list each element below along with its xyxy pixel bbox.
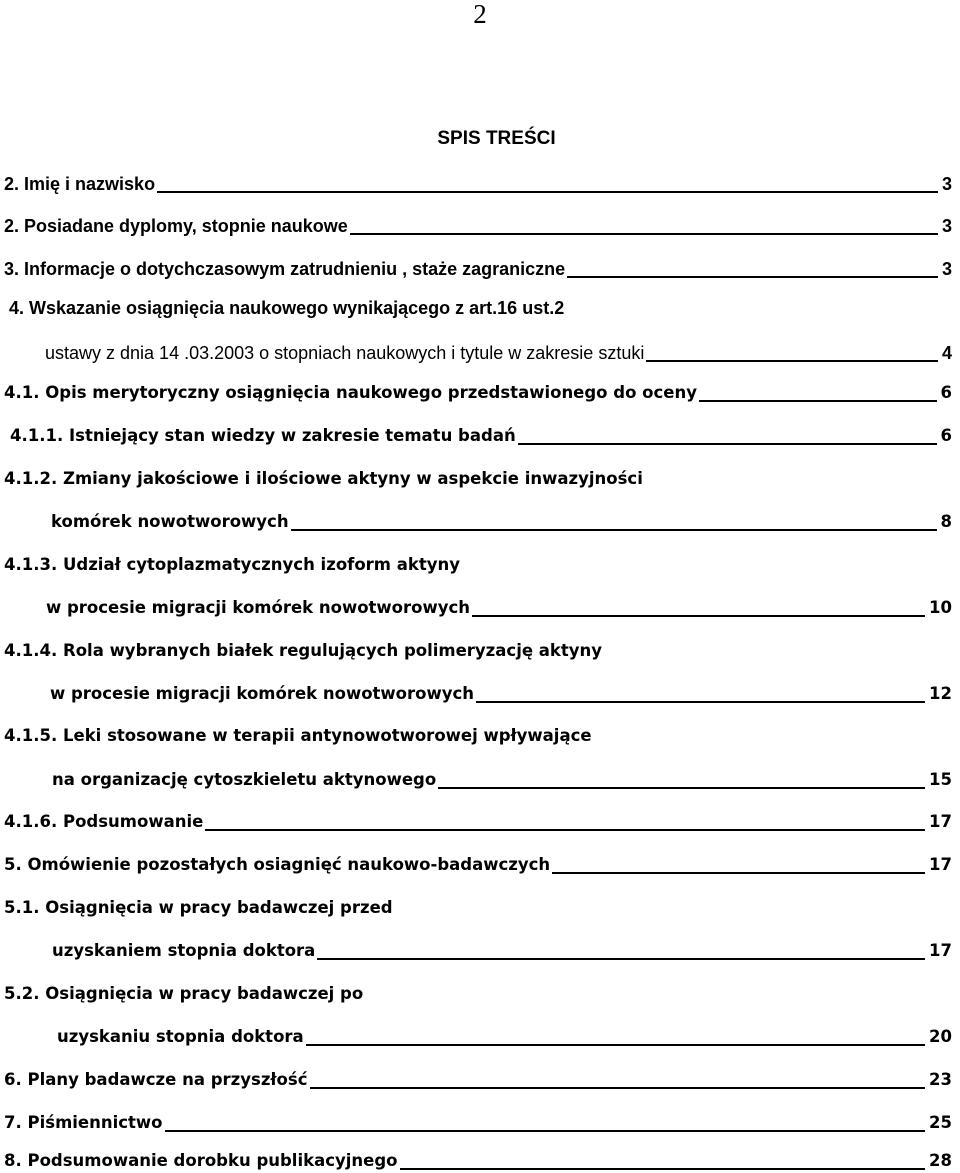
toc-leader xyxy=(157,191,938,193)
toc-entry-page: 3 xyxy=(941,174,952,194)
toc-entry-page: 6 xyxy=(940,426,952,445)
toc-entry-page: 28 xyxy=(929,1151,952,1170)
toc-leader xyxy=(567,276,938,278)
toc-entry xyxy=(50,681,952,705)
toc-entry xyxy=(4,809,952,833)
toc-entry-page: 17 xyxy=(929,941,952,960)
toc-entry-text: 4.1.4. Rola wybranych białek regulujących polimeryzację aktyny xyxy=(4,641,603,660)
toc-entry-page: 23 xyxy=(929,1070,952,1089)
toc-entry xyxy=(4,552,952,576)
toc-entry-text: uzyskaniu stopnia doktora xyxy=(57,1027,304,1046)
toc-title: SPIS TREŚCI xyxy=(437,128,556,149)
toc-entry-text: 4.1.3. Udział cytoplazmatycznych izoform aktyny xyxy=(4,555,460,574)
toc-leader xyxy=(306,1044,925,1046)
toc-leader xyxy=(438,787,925,789)
toc-entry-text: 4.1.1. Istniejący stan wiedzy w zakresie tematu badań xyxy=(10,426,516,445)
toc-entry xyxy=(52,938,952,962)
toc-entry-text: 4.1.6. Podsumowanie xyxy=(4,812,204,831)
toc-entry xyxy=(4,171,952,195)
toc-entry xyxy=(4,1148,952,1172)
toc-entry-text: 4.1. Opis merytoryczny osiągnięcia naukowego przedstawionego do oceny xyxy=(4,383,697,402)
toc-entry-page: 3 xyxy=(941,216,952,236)
toc-entry-page: 4 xyxy=(941,343,952,363)
toc-entry xyxy=(4,1067,952,1091)
toc-entry xyxy=(4,723,952,747)
toc-entry xyxy=(45,340,952,364)
toc-entry-page: 10 xyxy=(929,598,952,617)
toc-entry-page: 3 xyxy=(941,259,952,279)
toc-leader xyxy=(518,443,937,445)
toc-entry xyxy=(4,895,952,919)
toc-entry-page: 20 xyxy=(929,1027,952,1046)
toc-entry xyxy=(4,638,952,662)
toc-entry-text: 5.2. Osiągnięcia w pracy badawczej po xyxy=(4,984,364,1003)
toc-entry-text: 3. Informacje o dotychczasowym zatrudnieniu , staże zagraniczne xyxy=(4,259,566,279)
toc-entry-text: 8. Podsumowanie dorobku publikacyjnego xyxy=(4,1151,398,1170)
toc-leader xyxy=(317,958,925,960)
toc-entry-text: 4.1.5. Leki stosowane w terapii antynowotworowej wpływające xyxy=(4,726,592,745)
toc-entry-text: w procesie migracji komórek nowotworowych xyxy=(46,598,470,617)
toc-entry-text: 5.1. Osiągnięcia w pracy badawczej przed xyxy=(4,898,393,917)
toc-entry-page: 17 xyxy=(929,855,952,874)
toc-entry-page: 15 xyxy=(929,770,952,789)
toc-entry-page: 25 xyxy=(929,1113,952,1132)
toc-entry-text: 6. Plany badawcze na przyszłość xyxy=(4,1070,308,1089)
toc-entry-text: na organizację cytoszkieletu aktynowego xyxy=(52,770,437,789)
toc-entry xyxy=(4,380,952,404)
toc-leader xyxy=(472,615,925,617)
toc-entry-text: 4.1.2. Zmiany jakościowe i ilościowe aktyny w aspekcie inwazyjności xyxy=(4,469,643,488)
toc-entry xyxy=(4,1110,952,1134)
toc-entry-text: w procesie migracji komórek nowotworowych xyxy=(50,684,474,703)
toc-entry xyxy=(9,295,952,319)
toc-entry-text: 7. Piśmiennictwo xyxy=(4,1113,163,1132)
toc-entry-text: 2. Imię i nazwisko xyxy=(4,174,156,194)
toc-entry-page: 8 xyxy=(940,512,952,531)
toc-entry xyxy=(4,213,952,237)
toc-leader xyxy=(205,829,925,831)
toc-leader xyxy=(552,872,925,874)
toc-leader xyxy=(476,701,925,703)
toc-entry xyxy=(46,595,952,619)
toc-leader xyxy=(699,400,937,402)
toc-entry xyxy=(4,466,952,490)
toc-entry xyxy=(4,852,952,876)
toc-leader xyxy=(165,1130,926,1132)
toc-entry xyxy=(4,981,952,1005)
toc-leader xyxy=(310,1087,926,1089)
toc-leader xyxy=(646,360,938,362)
toc-entry-page: 17 xyxy=(929,812,952,831)
toc-entry-text: 2. Posiadane dyplomy, stopnie naukowe xyxy=(4,216,348,236)
toc-entry xyxy=(52,767,952,791)
toc-entry-text: uzyskaniem stopnia doktora xyxy=(52,941,316,960)
toc-leader xyxy=(291,529,937,531)
toc-entry xyxy=(4,256,952,280)
toc-leader xyxy=(350,233,938,235)
toc-entry-text: komórek nowotworowych xyxy=(51,512,289,531)
toc-entry-page: 12 xyxy=(929,684,952,703)
page-number: 2 xyxy=(473,0,487,29)
toc-entry-page: 6 xyxy=(940,383,952,402)
toc-entry-text: ustawy z dnia 14 .03.2003 o stopniach naukowych i tytule w zakresie sztuki xyxy=(45,343,645,363)
toc-entry xyxy=(57,1024,952,1048)
toc-entry-text: 5. Omówienie pozostałych osiagnięć naukowo-badawczych xyxy=(4,855,551,874)
toc-leader xyxy=(400,1168,926,1170)
toc-entry xyxy=(51,509,952,533)
toc-entry xyxy=(10,423,952,447)
toc-entry-text: 4. Wskazanie osiągnięcia naukowego wynikającego z art.16 ust.2 xyxy=(9,298,565,318)
